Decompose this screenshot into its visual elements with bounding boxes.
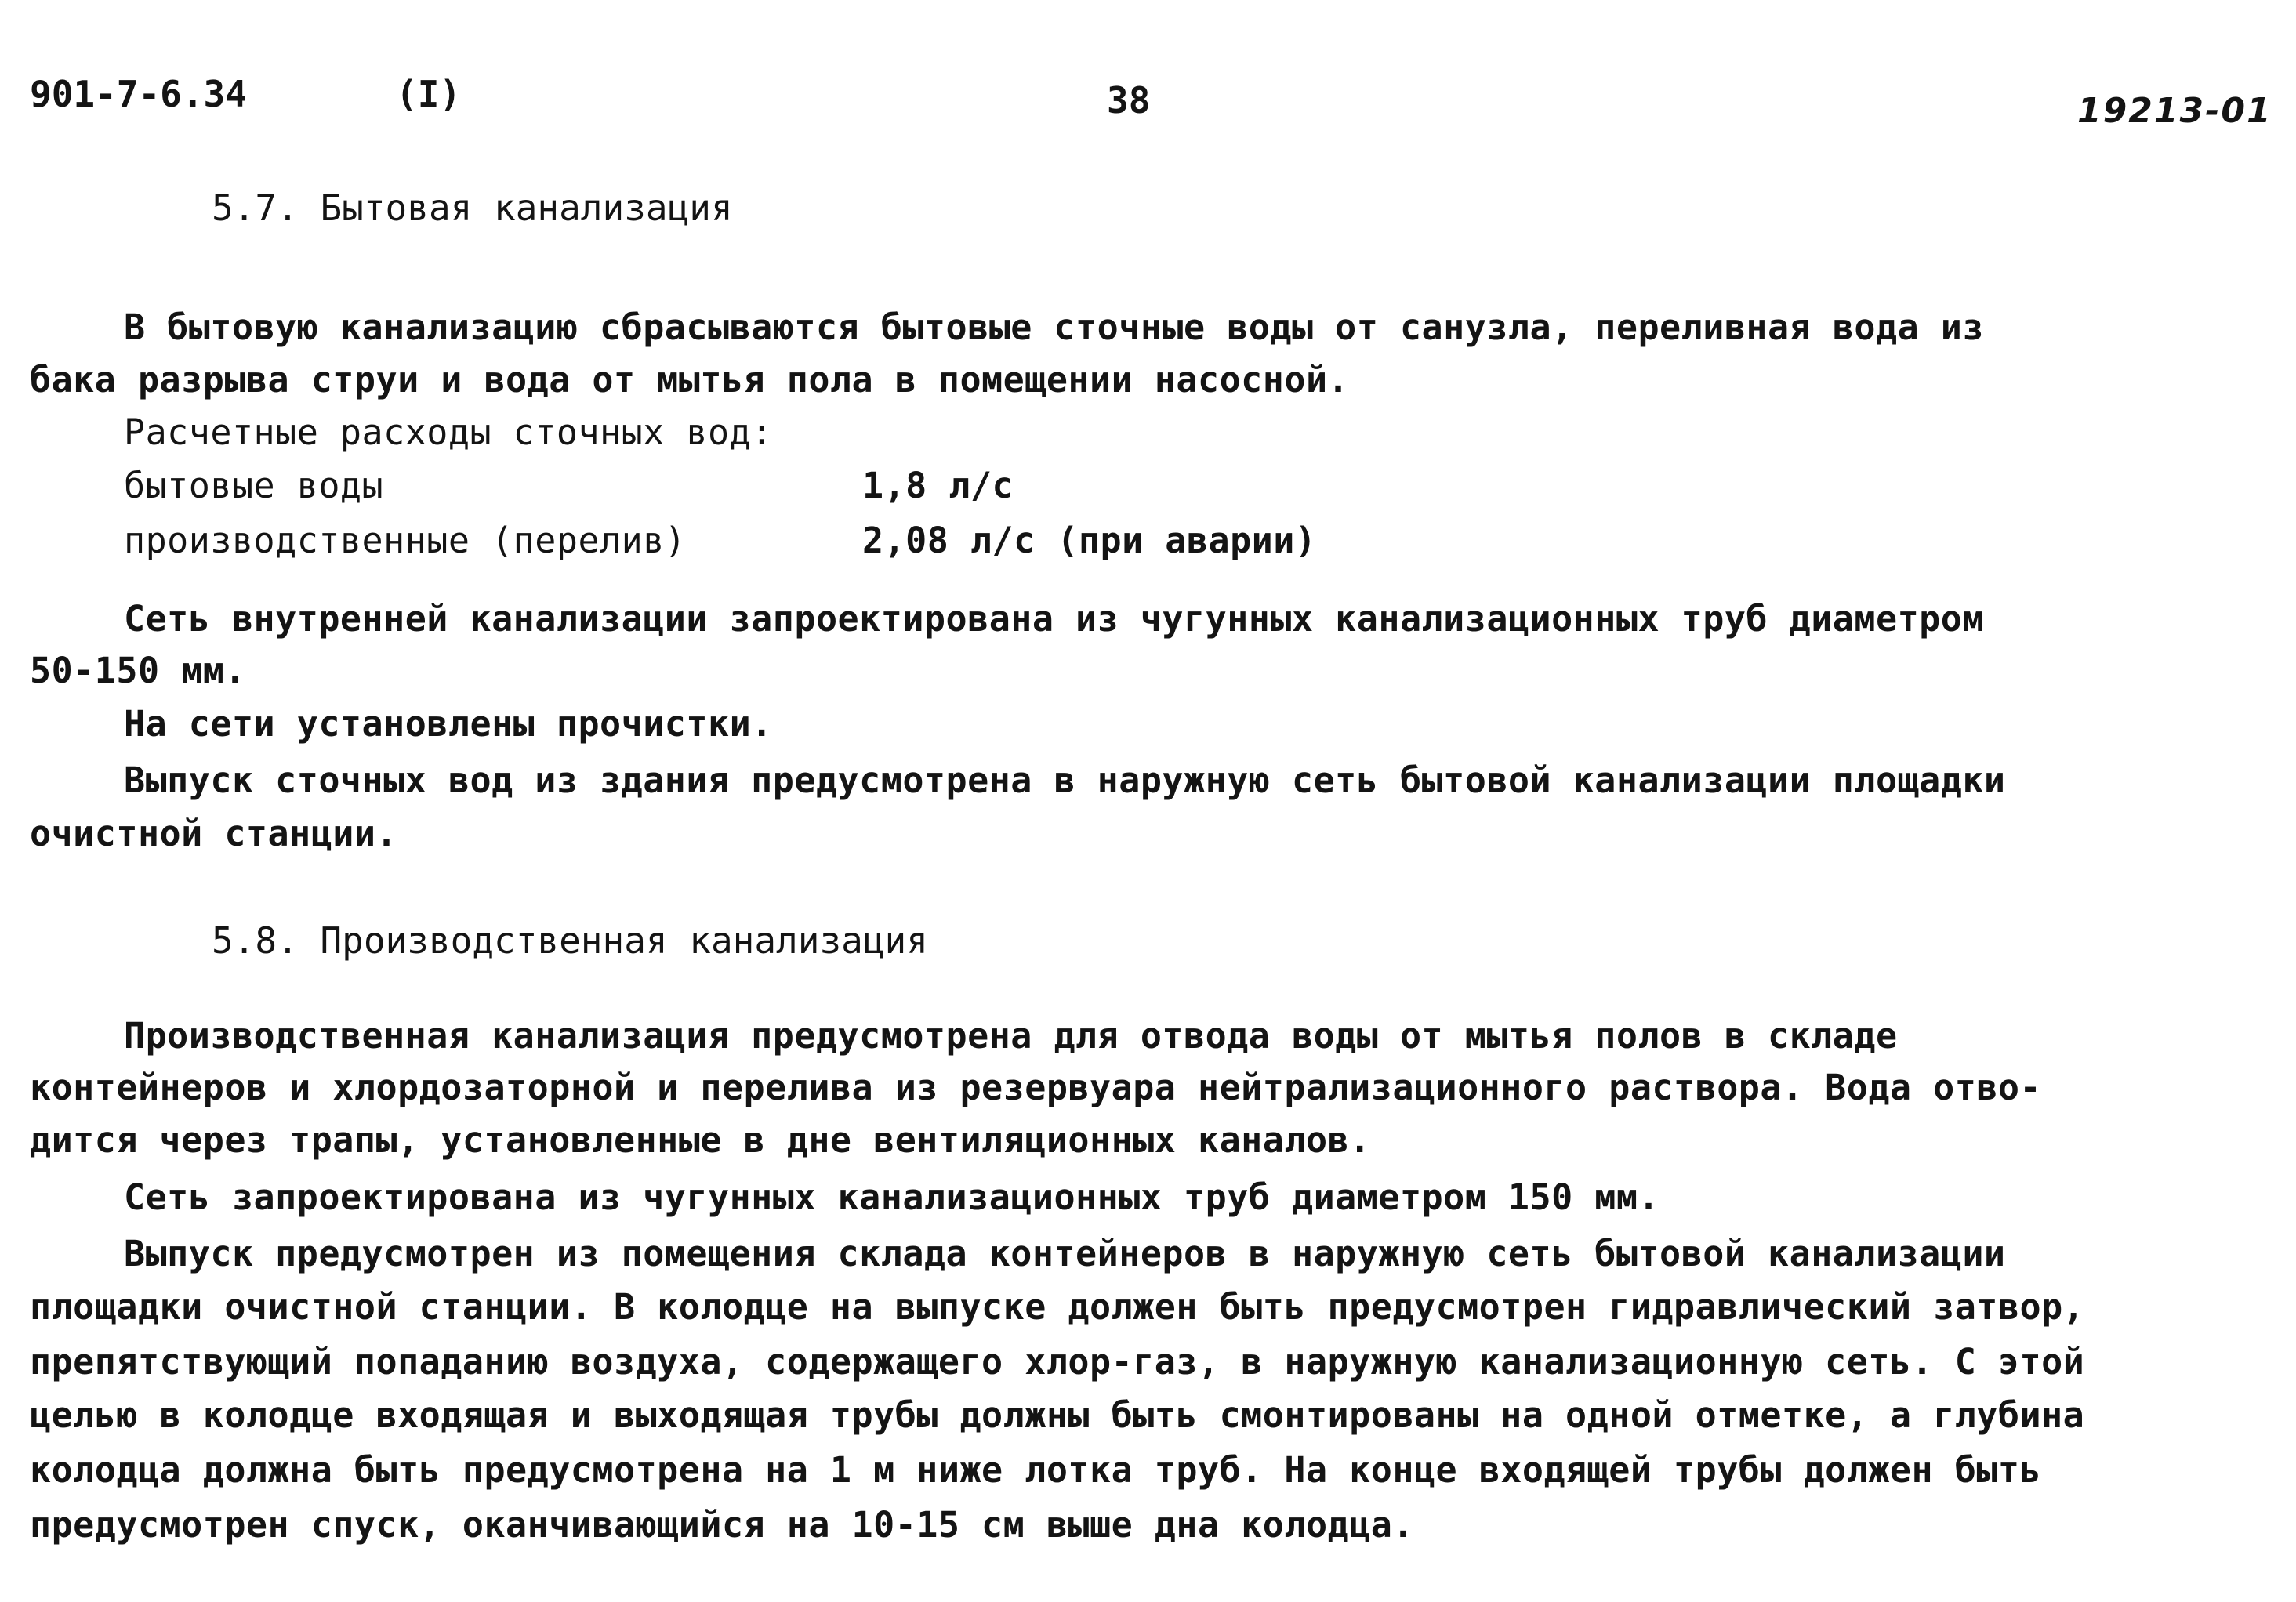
paragraph-line: В бытовую канализацию сбрасываются бытовые сточные воды от санузла, переливная вода из <box>124 306 1984 348</box>
flow-label: бытовые воды <box>124 465 384 506</box>
paragraph-line: Расчетные расходы сточных вод: <box>124 411 773 453</box>
section-heading-5-8: 5.8. Производственная канализация <box>212 919 928 962</box>
flow-value: 2,08 л/с (при аварии) <box>862 520 1317 561</box>
paragraph-line: контейнеров и хлордозаторной и перелива из резервуара нейтрализационного раствора. Вода отво- <box>30 1067 2042 1108</box>
paragraph-line: 50-150 мм. <box>30 650 246 691</box>
paragraph-line: Производственная канализация предусмотрена для отвода воды от мытья полов в складе <box>124 1015 1898 1057</box>
stamp-number: 19213-01 <box>2077 91 2272 131</box>
doc-part: (I) <box>396 73 462 115</box>
paragraph-line: Сеть запроектирована из чугунных канализационных труб диаметром 150 мм. <box>124 1176 1660 1218</box>
paragraph-line: Выпуск сточных вод из здания предусмотрена в наружную сеть бытовой канализации площадки <box>124 759 2006 801</box>
paragraph-line: Выпуск предусмотрен из помещения склада контейнеров в наружную сеть бытовой канализации <box>124 1233 2006 1274</box>
paragraph-line: предусмотрен спуск, оканчивающийся на 10-15 см выше дна колодца. <box>30 1504 1414 1546</box>
paragraph-line: бака разрыва струи и вода от мытья пола в помещении насосной. <box>30 359 1350 400</box>
paragraph-line: На сети установлены прочистки. <box>124 703 773 745</box>
paragraph-line: колодца должна быть предусмотрена на 1 м ниже лотка труб. На конце входящей трубы должен быть <box>30 1449 2042 1491</box>
paragraph-line: дится через трапы, установленные в дне вентиляционных каналов. <box>30 1119 1371 1161</box>
flow-value: 1,8 л/с <box>862 465 1014 506</box>
paragraph-line: Сеть внутренней канализации запроектирована из чугунных канализационных труб диаметром <box>124 598 1984 640</box>
paragraph-line: препятствующий попаданию воздуха, содержащего хлор-газ, в наружную канализационную сеть. С этой <box>30 1341 2085 1383</box>
doc-code: 901-7-6.34 <box>30 73 247 115</box>
page-number: 38 <box>1107 79 1151 121</box>
flow-label: производственные (перелив) <box>124 520 687 561</box>
paragraph-line: площадки очистной станции. В колодце на выпуске должен быть предусмотрен гидравлический затвор, <box>30 1286 2085 1328</box>
paragraph-line: очистной станции. <box>30 813 398 854</box>
paragraph-line: целью в колодце входящая и выходящая трубы должны быть смонтированы на одной отметке, а глубина <box>30 1394 2085 1436</box>
section-heading-5-7: 5.7. Бытовая канализация <box>212 187 733 229</box>
